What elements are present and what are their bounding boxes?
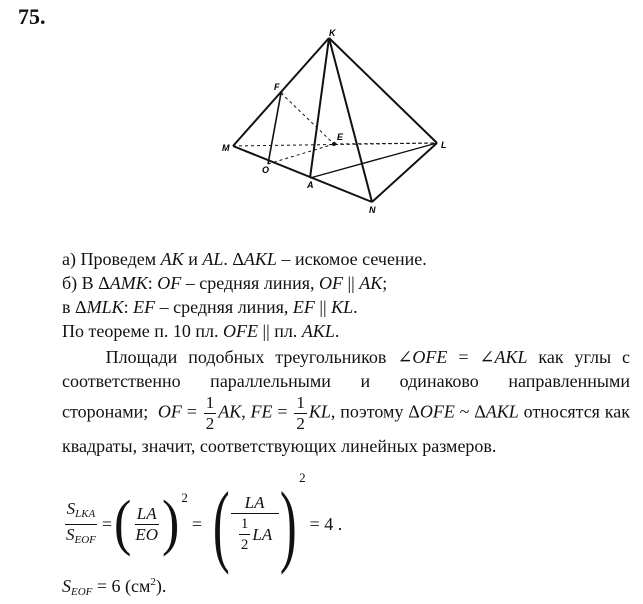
label-A: A bbox=[307, 180, 314, 190]
edge-KL bbox=[329, 38, 437, 143]
label-M: M bbox=[222, 143, 230, 153]
edge-KN bbox=[329, 38, 372, 202]
line-a: а) Проведем AK и AL. ΔAKL – искомое сечение. bbox=[62, 249, 427, 269]
label-N: N bbox=[369, 205, 376, 215]
fraction-area-ratio: $\frac{S_{LKA}}{S_{EOF}}$ bbox=[66, 498, 96, 546]
fraction-half-3: $\frac{1}{2}$ bbox=[240, 516, 249, 553]
edge-OE bbox=[268, 144, 334, 164]
paragraph-similarity: Площади подобных треугольников ∠OFE = ∠AKL как углы с соответственно параллельными и одинаково направленными сторонами; OF = $\frac{1}{2}$ AK, FE = $\frac{1}{2}$ KL, поэтому ΔOFE ~ ΔAKL относятся как квадраты, значит, соответствующих линейных размеров. bbox=[62, 347, 630, 456]
final-answer: $S_{EOF} = 6$ $(см^2)$. bbox=[62, 576, 167, 598]
line-b3: По теореме п. 10 пл. OFE || пл. AKL. bbox=[62, 321, 340, 341]
problem-number: 75. bbox=[18, 4, 46, 29]
label-K: K bbox=[329, 28, 336, 38]
label-F: F bbox=[274, 82, 280, 92]
area-ratio-formula: $\frac{S_{LKA}}{S_{EOF}}$ = ( $\frac{LA}{EO}$ ) $^2$ = ( LA $\frac{1}{2}$ LA ) $^2$ = 4 . bbox=[66, 470, 343, 575]
fraction-LA-EO: $\frac{LA}{EO}$ bbox=[135, 503, 159, 544]
fraction-LA-halfLA: LA $\frac{1}{2}$ LA bbox=[231, 493, 279, 555]
line-b1: б) В ΔAMK: OF – средняя линия, OF || AK; bbox=[62, 273, 388, 293]
fraction-half-1: $\frac{1}{2}$ bbox=[205, 393, 215, 433]
point-E bbox=[332, 142, 336, 146]
edge-KA bbox=[310, 38, 329, 178]
line-b2: в ΔMLK: EF – средняя линия, EF || KL. bbox=[62, 297, 358, 317]
fraction-half-2: $\frac{1}{2}$ bbox=[296, 393, 305, 433]
label-L: L bbox=[441, 140, 447, 150]
edge-MN bbox=[233, 146, 372, 202]
label-O: O bbox=[262, 165, 270, 175]
edge-FE bbox=[281, 93, 334, 144]
point-F bbox=[279, 91, 282, 94]
label-E: E bbox=[337, 132, 344, 142]
pyramid-figure bbox=[0, 0, 643, 250]
